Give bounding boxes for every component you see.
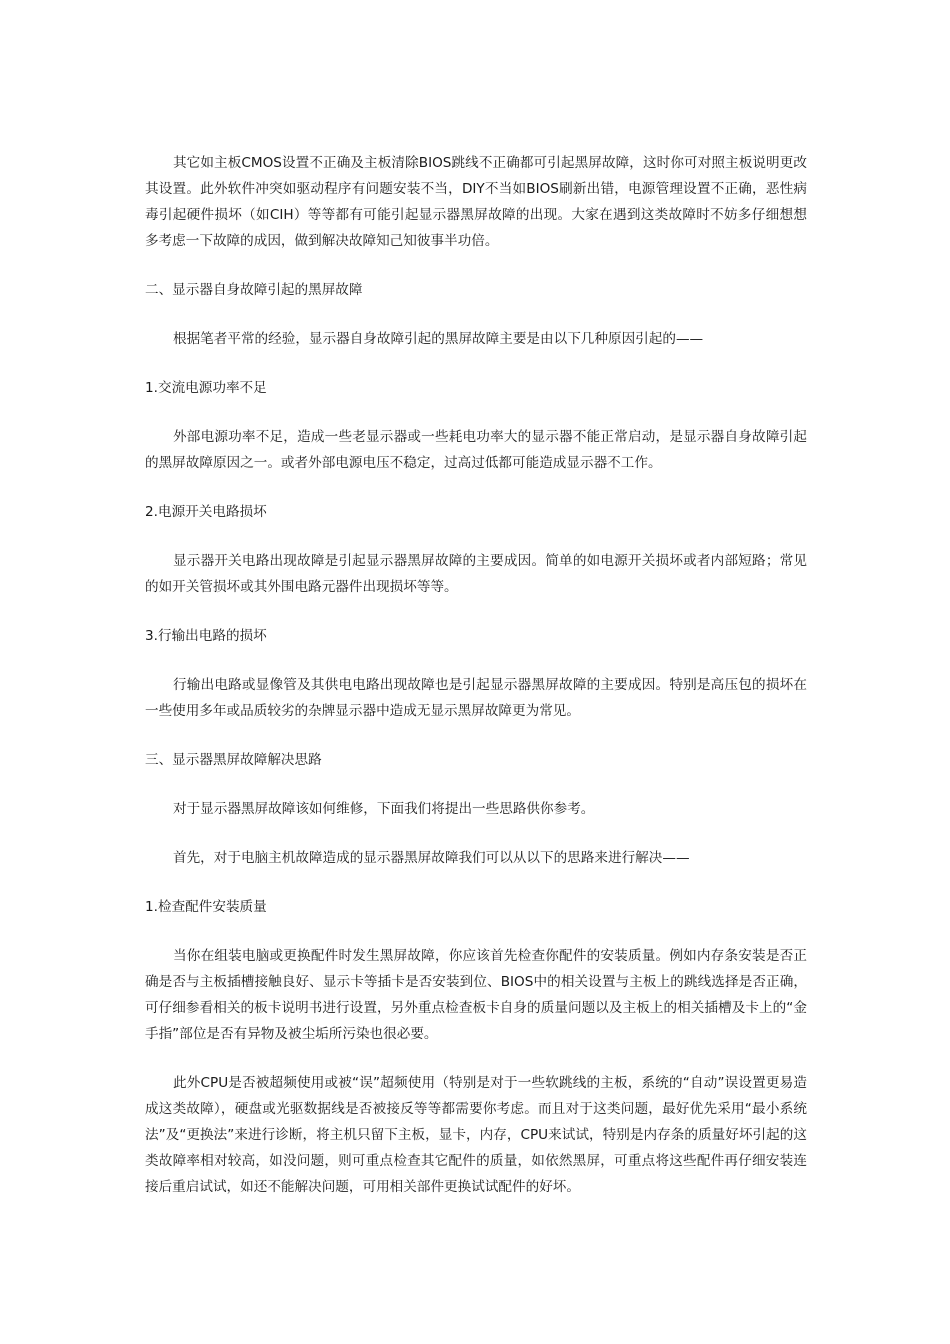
subheading-power-switch: 2.电源开关电路损坏 [145, 504, 267, 520]
subheading-ac-power: 1.交流电源功率不足 [145, 380, 267, 396]
document-body [145, 150, 807, 1223]
section-heading-monitor-faults: 二、显示器自身故障引起的黑屏故障 [145, 282, 363, 298]
paragraph-overclock-minimal-system: 此外CPU是否被超频使用或被“误”超频使用（特别是对于一些软跳线的主板，系统的“自动”误设置更易造成这类故障），硬盘或光驱数据线是否被接反等等都需要你考虑。而且对于这类问题，最好优先采用“最小系统法”及“更换法”来进行诊断，将主机只留下主板，显卡，内存，CPU来试试，特别是内存条的质量好坏引起的这类故障率相对较高，如没问题，则可重点检查其它配件的质量，如依然黑屏，可重点将这些配件再仔细安装连接后重启试试，如还不能解决问题，可用相关部件更换试试配件的好坏。 [145, 1075, 807, 1195]
paragraph-check-installation: 当你在组装电脑或更换配件时发生黑屏故障，你应该首先检查你配件的安装质量。例如内存条安装是否正确是否与主板插槽接触良好、显示卡等插卡是否安装到位、BIOS中的相关设置与主板上的跳线选择是否正确，可仔细参看相关的板卡说明书进行设置，另外重点检查板卡自身的质量问题以及主板上的相关插槽及卡上的“金手指”部位是否有异物及被尘垢所污染也很必要。 [145, 948, 807, 1042]
paragraph-monitor-faults-intro: 根据笔者平常的经验，显示器自身故障引起的黑屏故障主要是由以下几种原因引起的—— [173, 331, 704, 347]
paragraph-solutions-intro: 对于显示器黑屏故障该如何维修，下面我们将提出一些思路供你参考。 [173, 801, 595, 817]
paragraph-line-output: 行输出电路或显像管及其供电电路出现故障也是引起显示器黑屏故障的主要成因。特别是高压包的损坏在一些使用多年或品质较劣的杂牌显示器中造成无显示黑屏故障更为常见。 [145, 677, 807, 719]
subheading-line-output: 3.行输出电路的损坏 [145, 628, 267, 644]
paragraph-ac-power: 外部电源功率不足，造成一些老显示器或一些耗电功率大的显示器不能正常启动，是显示器自身故障引起的黑屏故障原因之一。或者外部电源电压不稳定，过高过低都可能造成显示器不工作。 [145, 429, 807, 471]
section-heading-solutions: 三、显示器黑屏故障解决思路 [145, 752, 322, 768]
paragraph-power-switch: 显示器开关电路出现故障是引起显示器黑屏故障的主要成因。简单的如电源开关损坏或者内部短路；常见的如开关管损坏或其外围电路元器件出现损坏等等。 [145, 553, 807, 595]
subheading-check-installation: 1.检查配件安装质量 [145, 899, 267, 915]
paragraph-host-faults: 首先，对于电脑主机故障造成的显示器黑屏故障我们可以从以下的思路来进行解决—— [173, 850, 690, 866]
paragraph-motherboard-settings: 其它如主板CMOS设置不正确及主板清除BIOS跳线不正确都可引起黑屏故障，这时你可对照主板说明更改其设置。此外软件冲突如驱动程序有问题安装不当，DIY不当如BIOS刷新出错，电源管理设置不正确，恶性病毒引起硬件损坏（如CIH）等等都有可能引起显示器黑屏故障的出现。大家在遇到这类故障时不妨多仔细想想多考虑一下故障的成因，做到解决故障知己知彼事半功倍。 [145, 155, 807, 249]
